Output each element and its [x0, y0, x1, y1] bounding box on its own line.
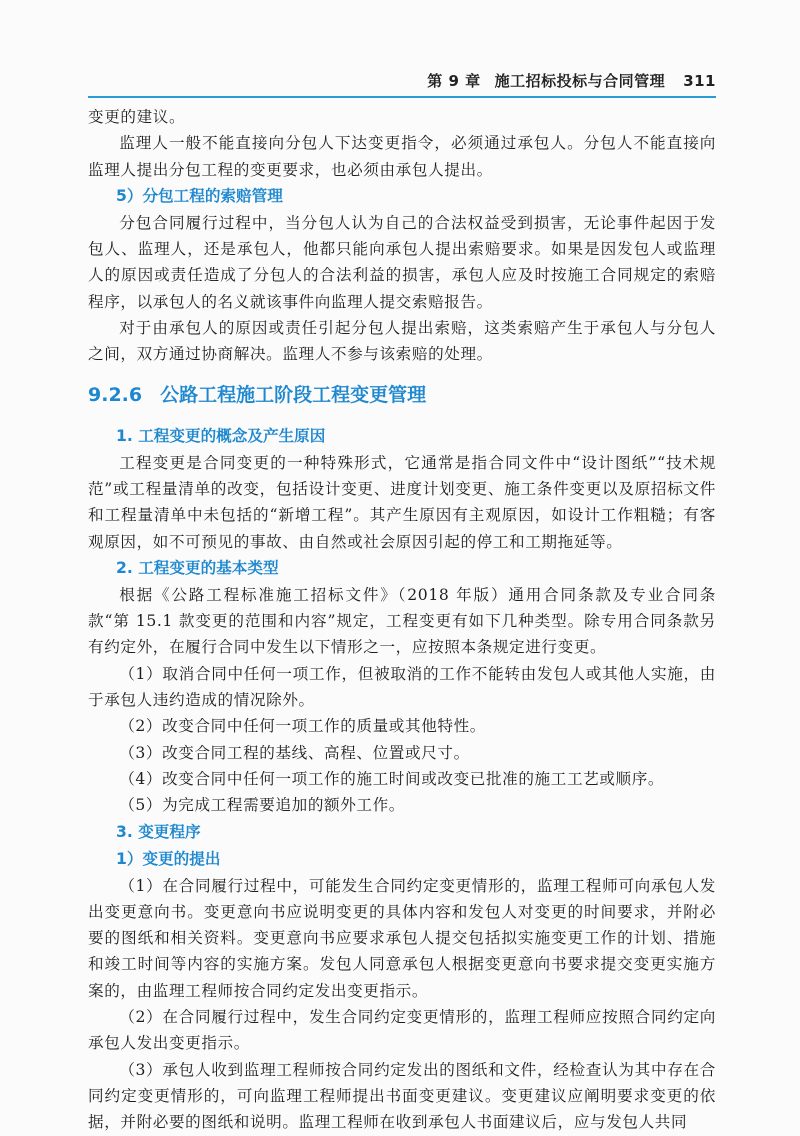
paragraph: 根据《公路工程标准施工招标文件》（2018 年版）通用合同条款及专业合同条款“第 15.1 款变更的范围和内容”规定，工程变更有如下几种类型。除专用合同条款另有约定外，在履行合同中发生以下情形之一，应按照本条规定进行变更。 [88, 585, 716, 657]
subheading: 2. 工程变更的基本类型 [116, 558, 279, 577]
paragraph: 工程变更是合同变更的一种特殊形式，它通常是指合同文件中“设计图纸”“技术规范”或工程量清单的改变，包括设计变更、进度计划变更、施工条件变更以及原招标文件和工程量清单中未包括的“新增工程”。其产生原因有主观原因，如设计工作粗糙；有客观原因，如不可预见的事故、由自然或社会原因引起的停工和工期拖延等。 [88, 453, 716, 551]
paragraph: （3）承包人收到监理工程师按合同约定发出的图纸和文件，经检查认为其中存在合同约定变更情形的，可向监理工程师提出书面变更建议。变更建议应阐明要求变更的依据，并附必要的图纸和说明。监理工程师在收到承包人书面建议后，应与发包人共同 [88, 1060, 716, 1132]
section-heading [88, 381, 716, 409]
chapter-number: 第 9 章 [427, 72, 481, 90]
list-item: （2）改变合同中任何一项工作的质量或其他特性。 [119, 717, 486, 736]
paragraph: （1）在合同履行过程中，可能发生合同约定变更情形的，监理工程师可向承包人发出变更意向书。变更意向书应说明变更的具体内容和发包人对变更的时间要求，并附必要的图纸和相关资料。变更意向书应要求承包人提交包括拟实施变更工作的计划、措施和竣工时间等内容的实施方案。发包人同意承包人根据变更意向书要求提交变更实施方案的，由监理工程师按合同约定发出变更指示。 [88, 876, 716, 1000]
list-item: （1）取消合同中任何一项工作，但被取消的工作不能转由发包人或其他人实施，由于承包人违约造成的情况除外。 [88, 664, 716, 710]
section-title: 公路工程施工阶段工程变更管理 [160, 383, 427, 406]
subheading: 1. 工程变更的概念及产生原因 [116, 426, 326, 445]
page-number: 311 [683, 72, 716, 90]
page-body [88, 104, 716, 1136]
section-number: 9.2.6 [88, 383, 143, 406]
subheading: 1）变更的提出 [116, 849, 221, 868]
chapter-title: 施工招标投标与合同管理 [494, 72, 666, 90]
list-item: （3）改变合同工程的基线、高程、位置或尺寸。 [119, 743, 470, 762]
paragraph: 监理人一般不能直接向分包人下达变更指令，必须通过承包人。分包人不能直接向监理人提出分包工程的变更要求，也必须由承包人提出。 [88, 134, 716, 179]
paragraph: 变更的建议。 [88, 108, 186, 126]
paragraph: 分包合同履行过程中，当分包人认为自己的合法权益受到损害，无论事件起因于发包人、监理人，还是承包人，他都只能向承包人提出索赔要求。如果是因发包人或监理人的原因或责任造成了分包人的合法利益的损害，承包人应及时按施工合同规定的索赔程序，以承包人的名义就该事件向监理人提交索赔报告。 [88, 213, 716, 311]
header-text [427, 70, 716, 91]
list-item: （4）改变合同中任何一项工作的施工时间或改变已批准的施工工艺或顺序。 [119, 769, 665, 788]
paragraph: （2）在合同履行过程中，发生合同约定变更情形的，监理工程师应按照合同约定向承包人发出变更指示。 [88, 1008, 716, 1053]
subheading: 3. 变更程序 [116, 822, 201, 841]
subheading: 5）分包工程的索赔管理 [116, 186, 283, 205]
running-header [88, 64, 716, 98]
paragraph: 对于由承包人的原因或责任引起分包人提出索赔，这类索赔产生于承包人与分包人之间，双方通过协商解决。监理人不参与该索赔的处理。 [88, 319, 716, 364]
list-item: （5）为完成工程需要追加的额外工作。 [119, 796, 406, 815]
